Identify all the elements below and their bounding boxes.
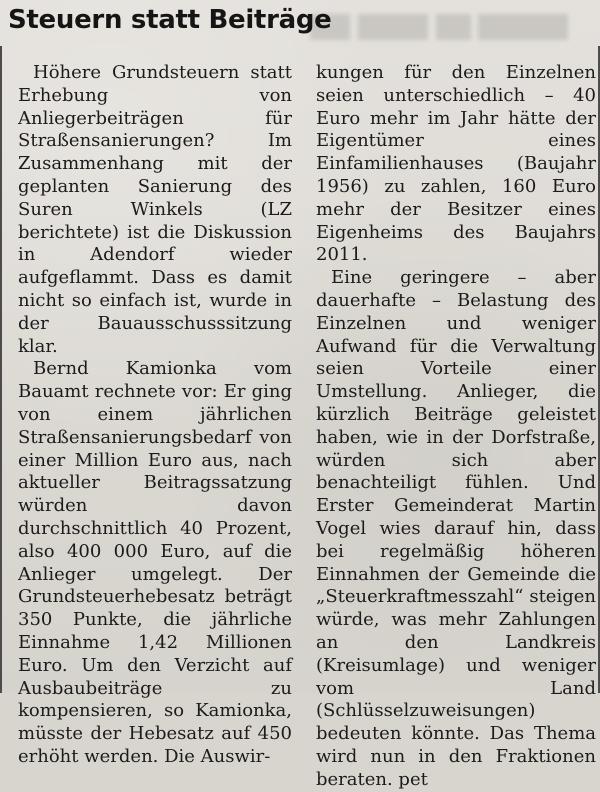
article-column-left bbox=[18, 62, 292, 769]
article-headline: Steuern statt Beiträge bbox=[8, 5, 332, 35]
paragraph-intro: Höhere Grundsteuern statt Erhebung von Anliegerbeiträgen für Straßensanierungen? Im Zusammenhang mit der geplanten Sanierung des Suren Winkels (LZ berichtete) ist die Diskussion in Adendorf wieder aufgeflammt. Dass es damit nicht so einfach ist, wurde in der Bauausschusssitzung klar. bbox=[18, 62, 292, 357]
left-column-rule bbox=[0, 46, 2, 693]
paragraph-conclusion: Eine geringere – aber dauerhafte – Belastung des Einzelnen und weniger Aufwand für die Verwaltung seien Vorteile einer Umstellung. Anlieger, die kürzlich Beiträge geleistet haben, wie in der Dorfstraße, würden sich aber benachteiligt fühlen. Und Erster Gemeinderat Martin Vogel wies darauf hin, dass bei regelmäßig höheren Einnahmen der Gemeinde die „Steuerkraftmesszahl“ steigen würde, was mehr Zahlungen an den Landkreis (Kreisumlage) und weniger vom Land (Schlüsselzuweisungen) bedeuten könnte. Das Thema wird nun in den Fraktionen beraten. pet bbox=[316, 267, 596, 790]
bleed-through-shadow bbox=[300, 0, 600, 48]
article-column-right bbox=[316, 62, 596, 792]
paragraph-continuation: kungen für den Einzelnen seien unterschiedlich – 40 Euro mehr im Jahr hätte der Eigentümer eines Einfamilienhauses (Baujahr 1956) zu zahlen, 160 Euro mehr der Besitzer eines Eigenheims des Baujahrs 2011. bbox=[316, 62, 596, 266]
paragraph-kamionka: Bernd Kamionka vom Bauamt rechnete vor: Er ging von einem jährlichen Straßensanierungsbedarf von einer Million Euro aus, nach aktueller Beitragssatzung würden davon durchschnittlich 40 Prozent, also 400 000 Euro, auf die Anlieger umgelegt. Der Grundsteuerhebesatz beträgt 350 Punkte, die jährliche Einnahme 1,42 Millionen Euro. Um den Verzicht auf Ausbaubeiträge zu kompensieren, so Kamionka, müsste der Hebesatz auf 450 erhöht werden. Die Auswir- bbox=[18, 358, 292, 767]
